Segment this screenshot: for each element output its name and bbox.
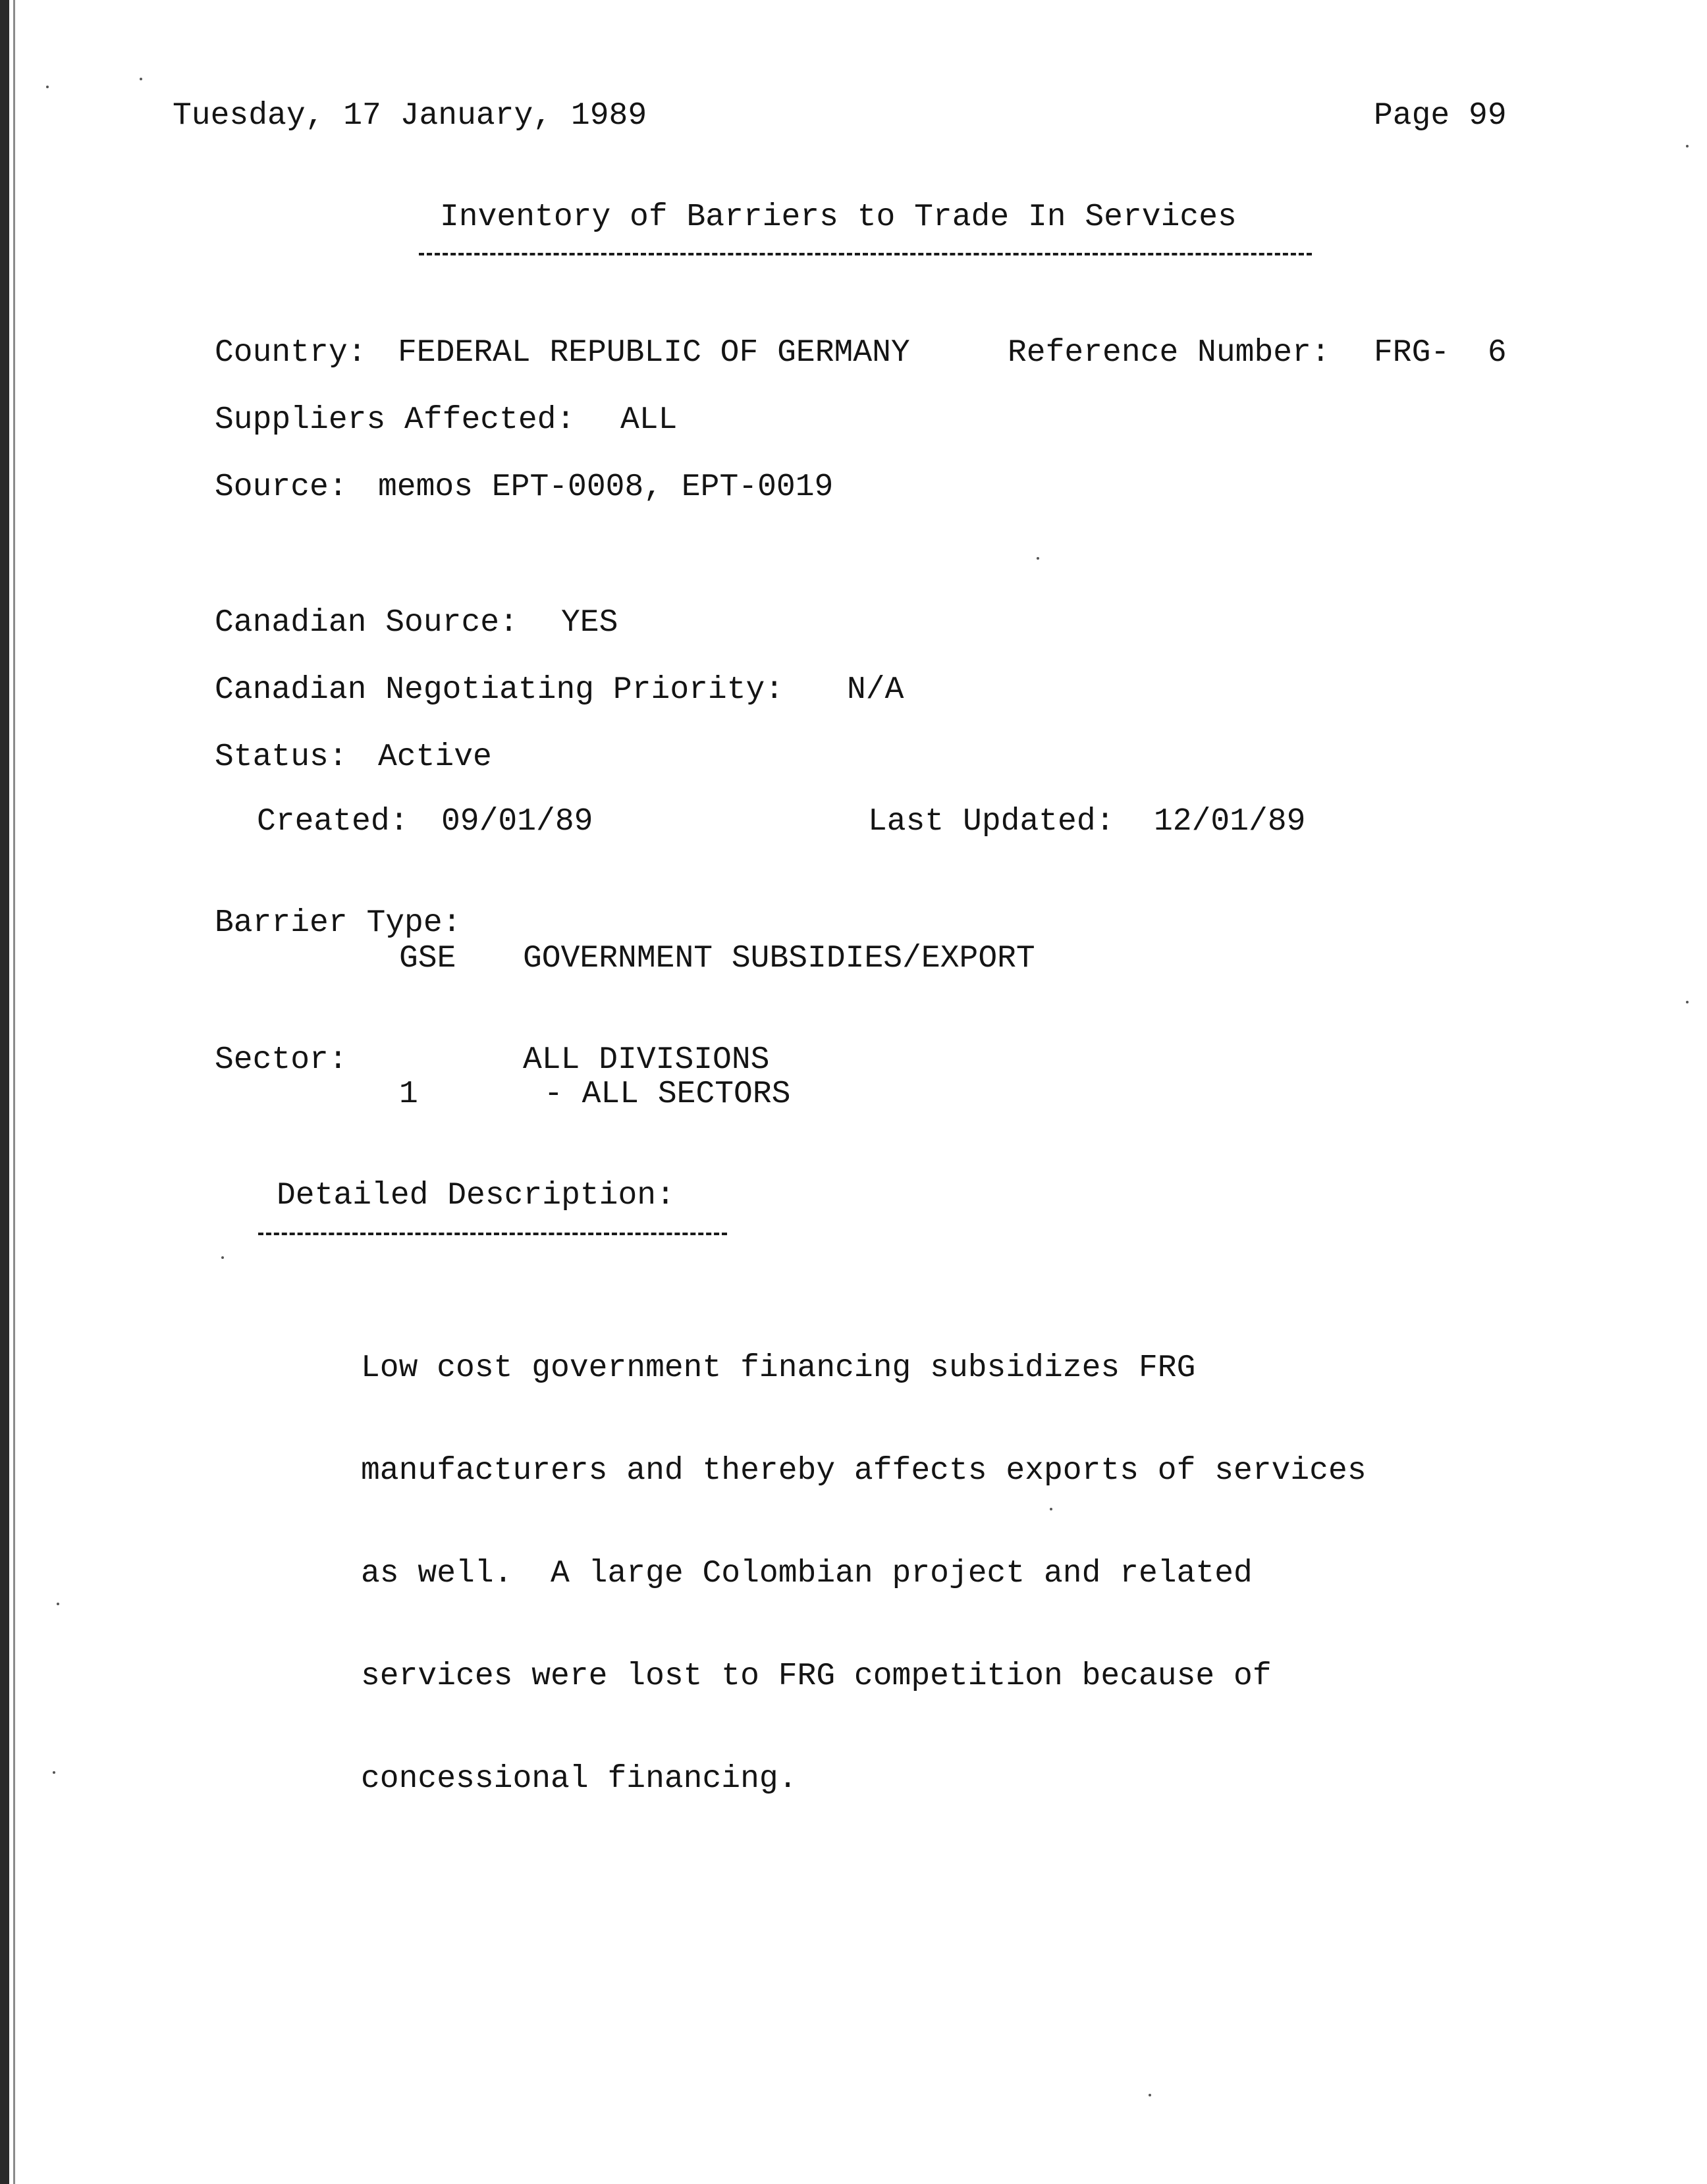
sector-number: 1 [399,1077,418,1112]
barrier-type-description: GOVERNMENT SUBSIDIES/EXPORT [523,941,1035,976]
scan-speck [1037,557,1039,560]
header-page-number: Page 99 [1374,98,1507,134]
scan-speck [1686,1001,1689,1003]
barrier-type-code: GSE [399,941,456,976]
last-updated-date: 12/01/89 [1154,804,1306,839]
detailed-description-body [361,1283,1480,1865]
binding-edge-line [13,0,15,2184]
description-line: manufacturers and thereby affects exports of services [361,1453,1367,1489]
scan-speck [57,1603,59,1605]
description-line: concessional financing. [361,1761,798,1797]
scan-speck [1050,1508,1052,1510]
last-updated-label: Last Updated: [868,804,1115,839]
status-value: Active [378,739,492,775]
scan-speck [1686,145,1689,147]
barrier-type-label: Barrier Type: [215,905,462,941]
suppliers-affected-value: ALL [620,402,678,438]
country-value: FEDERAL REPUBLIC OF GERMANY [398,335,910,371]
description-line: as well. A large Colombian project and related [361,1556,1253,1591]
scan-speck [140,78,142,80]
status-label: Status: [215,739,348,775]
reference-number-label: Reference Number: [1008,335,1330,371]
scan-speck [46,86,49,88]
sector-label: Sector: [215,1042,348,1078]
scan-speck [221,1256,224,1259]
canadian-source-label: Canadian Source: [215,605,518,641]
binding-edge [0,0,9,2184]
detailed-description-heading: Detailed Description: [277,1178,675,1213]
canadian-source-value: YES [561,605,618,641]
suppliers-affected-label: Suppliers Affected: [215,402,576,438]
scan-speck [1149,2094,1151,2096]
negotiating-priority-label: Canadian Negotiating Priority: [215,672,784,708]
sector-divisions: ALL DIVISIONS [523,1042,770,1078]
scan-speck [53,1771,55,1774]
description-line: Low cost government financing subsidizes FRG [361,1350,1196,1386]
source-value: memos EPT-0008, EPT-0019 [378,469,834,505]
negotiating-priority-value: N/A [847,672,904,708]
created-label: Created: [257,804,409,839]
title-underline [419,253,1312,258]
header-date: Tuesday, 17 January, 1989 [173,98,647,134]
source-label: Source: [215,469,348,505]
reference-number-value: FRG- 6 [1374,335,1507,371]
document-title: Inventory of Barriers to Trade In Services [440,200,1237,235]
description-line: services were lost to FRG competition because of [361,1659,1272,1694]
created-date: 09/01/89 [441,804,593,839]
detailed-description-underline [258,1233,727,1238]
country-label: Country: [215,335,367,371]
sector-sectors: - ALL SECTORS [544,1077,791,1112]
